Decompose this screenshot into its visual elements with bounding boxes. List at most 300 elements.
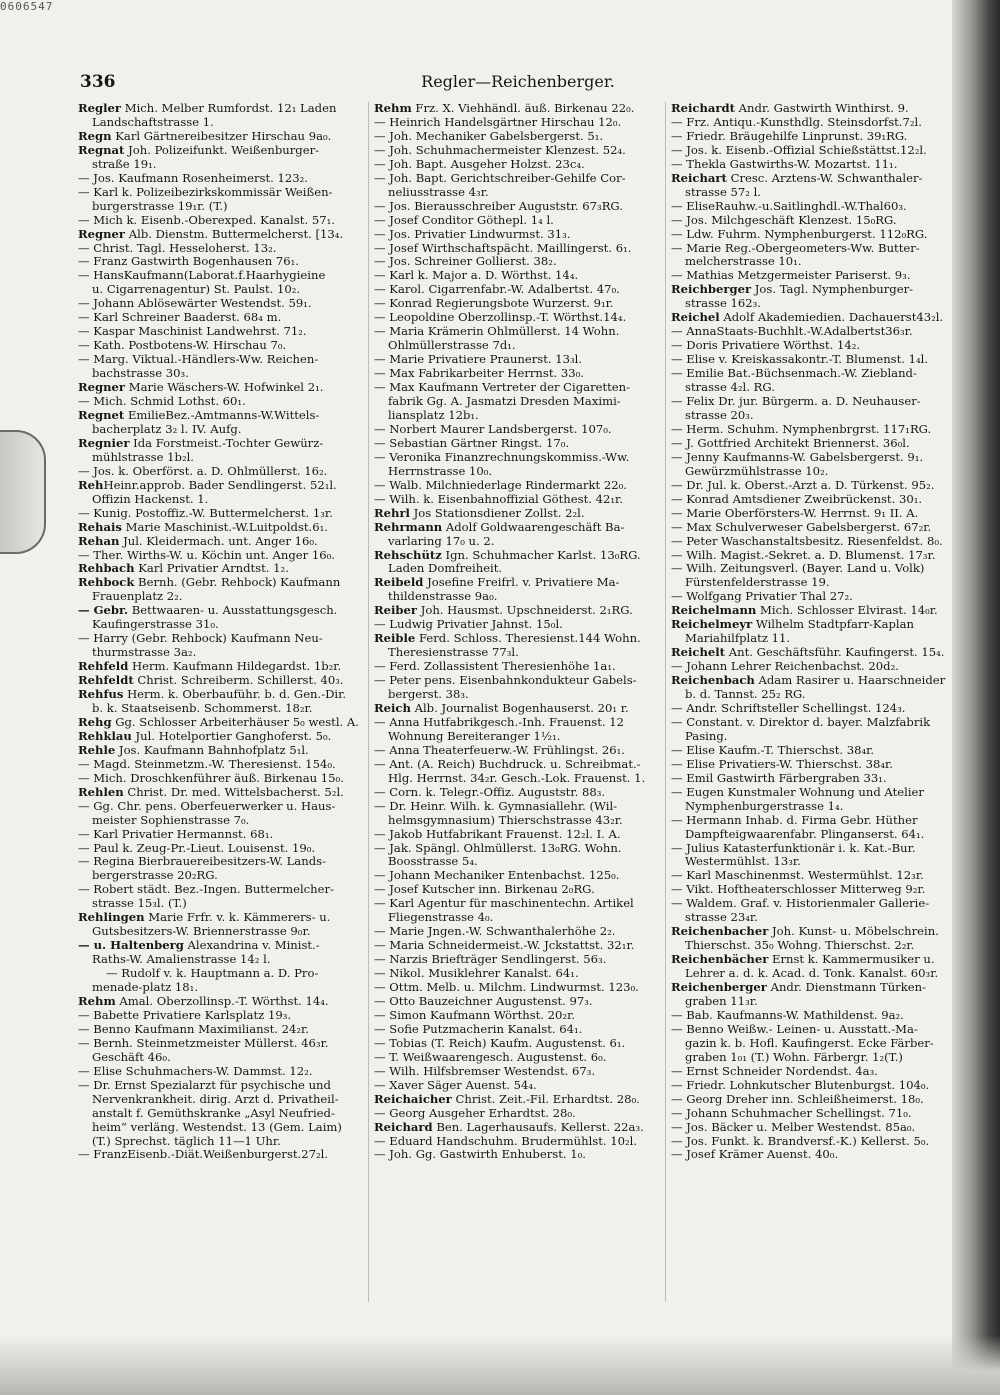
surname: Reh — [78, 478, 104, 492]
surname: Rehm — [78, 995, 116, 1008]
surname-entry — [671, 283, 952, 297]
sub-entry — [671, 758, 952, 772]
running-title: Regler—Reichenberger. — [421, 72, 615, 91]
entry-text: — Karol. Cigarrenfabr.-W. Adalbertst. 47₀. — [374, 283, 620, 297]
surname: Reichberger — [671, 283, 752, 297]
sub-entry — [671, 507, 952, 521]
sub-entry — [374, 925, 659, 939]
entry-continuation — [671, 730, 952, 744]
sub-entry — [78, 339, 362, 353]
entry-text: — Friedr. Bräugehilfe Linprunst. 39₁RG. — [671, 129, 908, 143]
sub-entry — [374, 353, 659, 367]
entry-text: liansplatz 12b₁. — [388, 408, 479, 422]
entry-text: gazin k. b. Hofl. Kaufingerst. Ecke Färber- — [685, 1036, 934, 1050]
entry-text: Ant. Geschäftsführ. Kaufingerst. 15₄. — [725, 646, 945, 660]
entry-text: — J. Gottfried Architekt Briennerst. 36₀l. — [671, 436, 910, 450]
sub-entry — [671, 842, 952, 856]
sub-entry — [671, 521, 952, 535]
sub-entry — [374, 1009, 659, 1023]
entry-text: — Wilh. Zeitungsverl. (Bayer. Land u. Volk) — [671, 562, 925, 576]
entry-continuation — [78, 1135, 362, 1149]
entry-text: Marie Wäschers-W. Hofwinkel 2₁. — [125, 381, 324, 395]
entry-text: — Ludwig Privatier Jahnst. 15₀l. — [374, 618, 563, 632]
entry-text: Raths-W. Amalienstrasse 14₂ l. — [92, 953, 271, 967]
entry-text: — EliseRauhw.-u.Saitlinghdl.-W.Thal60₃. — [671, 199, 907, 213]
entry-text: Ign. Schuhmacher Karlst. 13₀RG. — [441, 548, 641, 562]
entry-continuation — [374, 814, 659, 828]
sub-entry — [374, 479, 659, 493]
entry-text: Dampfteigwaarenfabr. Plinganserst. 64₁. — [685, 827, 925, 841]
entry-continuation — [78, 200, 362, 214]
entry-text: Offizin Hackenst. 1. — [92, 492, 209, 506]
sub-entry — [374, 228, 659, 242]
entry-continuation — [78, 367, 362, 381]
sub-entry — [671, 1079, 952, 1093]
entry-continuation — [374, 911, 659, 925]
entry-text: — Andr. Schriftsteller Schellingst. 124₃. — [671, 701, 906, 715]
entry-text: — Ottm. Melb. u. Milchm. Lindwurmst. 123₀. — [374, 981, 639, 995]
entry-text: — Xaver Säger Auenst. 54₄. — [374, 1078, 537, 1092]
entry-text: — Jos. Kaufmann Rosenheimerst. 123₂. — [78, 171, 308, 185]
entry-continuation — [671, 995, 952, 1009]
sub-entry — [671, 897, 952, 911]
entry-text: — Harry (Gebr. Rehbock) Kaufmann Neu- — [78, 632, 323, 646]
entry-text: — Kaspar Maschinist Landwehrst. 71₂. — [78, 325, 307, 339]
entry-text: — Narzis Briefträger Sendlingerst. 56₃. — [374, 953, 607, 967]
sub-entry — [374, 981, 659, 995]
sub-entry — [374, 967, 659, 981]
entry-text: — Wolfgang Privatier Thal 27₂. — [671, 590, 853, 604]
sub-entry — [671, 716, 952, 730]
entry-continuation — [78, 981, 362, 995]
entry-text: anstalt f. Gemüthskranke „Asyl Neufried- — [92, 1106, 335, 1120]
page-number: 336 — [80, 72, 116, 92]
entry-text: — Veronika Finanzrechnungskommiss.-Ww. — [374, 450, 630, 464]
surname: Rehlen — [78, 785, 124, 799]
entry-text: — Dr. Jul. k. Oberst.-Arzt a. D. Türkenst. 95₂. — [671, 478, 935, 492]
sub-entry — [374, 214, 659, 228]
surname-entry — [78, 535, 362, 549]
sub-entry — [374, 1107, 659, 1121]
surname-entry — [374, 507, 659, 521]
surname-entry — [78, 730, 362, 744]
directory-page — [78, 72, 958, 1302]
sub-entry — [78, 1079, 362, 1093]
surname-entry — [78, 228, 362, 242]
sub-entry — [374, 283, 659, 297]
entry-continuation — [78, 814, 362, 828]
entry-text: Adam Rasirer u. Haarschneider — [754, 674, 946, 688]
entry-continuation — [374, 590, 659, 604]
entry-text: — Karl Maschinenmst. Westermühlst. 12₃r. — [671, 869, 924, 883]
entry-text: — Sofie Putzmacherin Kanalst. 64₁. — [374, 1022, 583, 1036]
entry-text: — Joh. Gg. Gastwirth Enhuberst. 1₀. — [374, 1148, 586, 1162]
sub-entry — [78, 883, 362, 897]
entry-text: thurmstrasse 3a₂. — [92, 646, 197, 660]
surname: Reible — [374, 632, 416, 646]
entry-continuation — [671, 828, 952, 842]
surname: Rehfeldt — [78, 674, 134, 688]
entry-text: — Jak. Spängl. Ohlmüllerst. 13₀RG. Wohn. — [374, 841, 622, 855]
entry-text: — Thekla Gastwirths-W. Mozartst. 11₁. — [671, 157, 898, 171]
surname-entry — [374, 632, 659, 646]
entry-text: helmsgymnasium) Thierschstrasse 43₂r. — [388, 813, 623, 827]
sub-entry — [78, 255, 362, 269]
entry-continuation — [78, 925, 362, 939]
entry-text: Mich. Schlosser Elvirast. 14₀r. — [756, 604, 938, 618]
entry-text: — Peter pens. Eisenbahnkondukteur Gabels- — [374, 674, 637, 688]
sub-entry — [374, 325, 659, 339]
entry-text: bachstrasse 30₃. — [92, 367, 189, 381]
entry-continuation — [78, 869, 362, 883]
surname: Reiber — [374, 604, 418, 618]
entry-text: Josefine Freifrl. v. Privatiere Ma- — [423, 576, 620, 590]
entry-text: Ohlmüllerstrasse 7d₁. — [388, 339, 516, 353]
entry-text: strasse 57₂ l. — [685, 185, 761, 199]
sub-entry — [671, 549, 952, 563]
surname: Reichenbächer — [671, 953, 769, 967]
entry-text: Boosstrasse 5₄. — [388, 855, 478, 869]
surname: Regler — [78, 102, 122, 115]
entry-continuation — [671, 255, 952, 269]
entry-text: Karl Gärtnereibesitzer Hirschau 9a₀. — [111, 129, 332, 143]
entry-text: — Waldem. Graf. v. Historienmaler Gallerie- — [671, 897, 930, 911]
sub-entry — [671, 1135, 952, 1149]
entry-text: Gg. Schlosser Arbeiterhäuser 5₀ westl. A. — [111, 715, 359, 729]
sub-entry — [374, 242, 659, 256]
sub-entry — [374, 897, 659, 911]
sub-entry — [671, 200, 952, 214]
surname-entry — [671, 604, 952, 618]
surname: Rehfeld — [78, 660, 129, 674]
entry-text: — Georg Ausgeher Erhardtst. 28₀. — [374, 1106, 576, 1120]
entry-text: Thierschst. 35₀ Wohng. Thierschst. 2₂r. — [685, 939, 915, 953]
entry-text: — Josef Conditor Göthepl. 1₄ l. — [374, 213, 554, 227]
entry-continuation — [374, 186, 659, 200]
surname: Regnet — [78, 408, 125, 422]
entry-text: Fliegenstrasse 4₀. — [388, 911, 494, 925]
surname-entry — [374, 1093, 659, 1107]
entry-text: mühlstrasse 1b₂l. — [92, 450, 194, 464]
entry-text: — Doris Privatiere Wörthst. 14₂. — [671, 339, 861, 353]
entry-text: — Bab. Kaufmanns-W. Mathildenst. 9a₂. — [671, 1008, 904, 1022]
entry-continuation — [374, 772, 659, 786]
column-1 — [78, 102, 368, 1302]
sub-entry — [374, 1079, 659, 1093]
sub-entry — [374, 1051, 659, 1065]
sub-entry — [78, 297, 362, 311]
entry-text: — Simon Kaufmann Wörthst. 20₂r. — [374, 1008, 576, 1022]
sub-entry — [78, 800, 362, 814]
surname-entry — [374, 604, 659, 618]
surname: Reichart — [671, 171, 727, 185]
sub-entry — [671, 1121, 952, 1135]
sub-entry — [374, 842, 659, 856]
entry-text: Theresienstrasse 77₃l. — [388, 646, 519, 660]
entry-text: — Benno Kaufmann Maximilianst. 24₂r. — [78, 1022, 309, 1036]
entry-text: Amal. Oberzollinsp.-T. Wörthst. 14₄. — [115, 995, 329, 1008]
entry-text: Cresc. Arztens-W. Schwanthaler- — [726, 171, 923, 185]
entry-text: — Bernh. Steinmetzmeister Müllerst. 46₃r. — [78, 1036, 329, 1050]
surname: Rehlingen — [78, 911, 145, 925]
entry-text: — Karl Agentur für maschinentechn. Artikel — [374, 897, 634, 911]
sub-entry — [374, 883, 659, 897]
sub-entry — [78, 1037, 362, 1051]
sub-entry — [374, 828, 659, 842]
sub-entry — [374, 200, 659, 214]
entry-continuation — [671, 967, 952, 981]
entry-text: Joh. Kunst- u. Möbelschrein. — [768, 925, 939, 939]
surname: Reichenbach — [671, 674, 755, 688]
entry-text: (T.) Sprechst. täglich 11—1 Uhr. — [92, 1134, 281, 1148]
entry-text: Westermühlst. 13₃r. — [685, 855, 801, 869]
sub-entry — [374, 716, 659, 730]
entry-text: — Constant. v. Direktor d. bayer. Malzfabrik — [671, 715, 931, 729]
sub-entry — [671, 116, 952, 130]
entry-continuation — [671, 297, 952, 311]
entry-text: — Karl Schreiner Baaderst. 68₄ m. — [78, 311, 282, 325]
surname-entry — [78, 144, 362, 158]
surname: Reichel — [671, 311, 720, 325]
entry-text: Wilhelm Stadtpfarr-Kaplan — [752, 618, 915, 632]
sub-entry — [671, 339, 952, 353]
entry-text: EmilieBez.-Amtmanns-W.Wittels- — [124, 408, 320, 422]
sub-entry — [374, 939, 659, 953]
entry-text: — Maria Krämerin Ohlmüllerst. 14 Wohn. — [374, 325, 620, 339]
surname-entry — [78, 995, 362, 1009]
sub-entry — [374, 172, 659, 186]
entry-text: — Eduard Handschuhm. Brudermühlst. 10₂l. — [374, 1134, 638, 1148]
surname-entry — [671, 172, 952, 186]
sub-entry — [671, 228, 952, 242]
entry-text: — Magd. Steinmetzm.-W. Theresienst. 154₀. — [78, 757, 336, 771]
entry-text: Ernst k. Kammermusiker u. — [768, 953, 935, 967]
sub-entry — [374, 144, 659, 158]
entry-text: — Konrad Regierungsbote Wurzerst. 9₁r. — [374, 297, 614, 311]
surname-entry — [78, 939, 362, 953]
sub-entry — [671, 535, 952, 549]
entry-text: — Benno Weißw.- Leinen- u. Ausstatt.-Ma- — [671, 1022, 918, 1036]
entry-text: varlaring 17₀ u. 2. — [388, 534, 495, 548]
surname: Reichelmann — [671, 604, 757, 618]
surname: Rehfus — [78, 688, 124, 702]
entry-text: — Nikol. Musiklehrer Kanalst. 64₁. — [374, 967, 579, 981]
sub-entry — [671, 1009, 952, 1023]
sub-entry — [374, 269, 659, 283]
sub-entry — [671, 325, 952, 339]
sub-entry — [671, 1023, 952, 1037]
sub-entry — [671, 814, 952, 828]
sub-entry — [671, 130, 952, 144]
directory-columns — [78, 102, 958, 1302]
entry-text: — Eugen Kunstmaler Wohnung und Atelier — [671, 785, 924, 799]
entry-text: — Josef Kutscher inn. Birkenau 2₀RG. — [374, 883, 595, 897]
scan-page-edge — [952, 0, 1000, 1395]
sub-entry — [671, 562, 952, 576]
entry-text: — Sebastian Gärtner Ringst. 17₀. — [374, 436, 570, 450]
entry-text: graben 11₃r. — [685, 995, 758, 1008]
entry-text: — Joh. Bapt. Gerichtschreiber-Gehilfe Cor- — [374, 171, 626, 185]
scan-bottom-shadow — [0, 1335, 1000, 1395]
surname: Reichaicher — [374, 1092, 452, 1106]
entry-text: — Rudolf v. k. Hauptmann a. D. Pro- — [106, 967, 319, 981]
entry-text: — Kath. Postbotens-W. Hirschau 7₀. — [78, 339, 287, 353]
surname: — u. Haltenberg — [78, 939, 184, 953]
surname-entry — [374, 521, 659, 535]
surname-entry — [78, 381, 362, 395]
entry-continuation — [671, 800, 952, 814]
surname: Rehm — [374, 102, 412, 115]
entry-continuation — [374, 646, 659, 660]
entry-text: — Ferd. Zollassistent Theresienhöhe 1a₁. — [374, 660, 616, 674]
surname-entry — [78, 576, 362, 590]
entry-text: — Marie Jngen.-W. Schwanthalerhöhe 2₂. — [374, 925, 616, 939]
entry-text: — Anna Hutfabrikgesch.-Inh. Frauenst. 12 — [374, 715, 625, 729]
entry-text: — Jos. k. Oberförst. a. D. Ohlmüllerst. 16₂. — [78, 464, 328, 478]
entry-continuation — [374, 395, 659, 409]
surname: Rehklau — [78, 729, 132, 743]
entry-text: Karl Privatier Arndtst. 1₂. — [134, 562, 289, 576]
sub-entry — [78, 772, 362, 786]
entry-text: Andr. Dienstmann Türken- — [766, 981, 926, 995]
surname: Reichardt — [671, 102, 735, 115]
surname: Reich — [374, 701, 411, 715]
entry-text: u. Cigarrenagentur) St. Paulst. 10₂. — [92, 283, 301, 297]
surname-entry — [78, 130, 362, 144]
entry-text: — Jos. Privatier Lindwurmst. 31₃. — [374, 227, 571, 241]
sub-entry — [374, 1023, 659, 1037]
sub-entry — [78, 855, 362, 869]
entry-text: — Marie Reg.-Obergeometers-Ww. Butter- — [671, 241, 920, 255]
surname: Rehle — [78, 743, 116, 757]
entry-text: menade-platz 18₁. — [92, 981, 199, 995]
sub-entry — [78, 1148, 362, 1162]
surname-entry — [78, 409, 362, 423]
sub-entry — [78, 186, 362, 200]
scan-stamp: 0606547 — [0, 0, 54, 13]
entry-text: — Hermann Inhab. d. Firma Gebr. Hüther — [671, 813, 918, 827]
entry-continuation — [671, 855, 952, 869]
entry-continuation — [78, 283, 362, 297]
sub-entry — [78, 269, 362, 283]
surname: Rehg — [78, 715, 112, 729]
entry-continuation — [78, 493, 362, 507]
entry-text: meister Sophienstrasse 7₀. — [92, 813, 250, 827]
entry-text: — Paul k. Zeug-Pr.-Lieut. Louisenst. 19₀. — [78, 841, 316, 855]
entry-text: — Frz. Antiqu.-Kunsthdlg. Steinsdorfst.7₂l. — [671, 115, 922, 129]
entry-text: — Jos. Funkt. k. Brandversf.-K.) Kellerst. 5₀. — [671, 1134, 930, 1148]
surname: Reichenberger — [671, 981, 767, 995]
entry-continuation — [78, 1121, 362, 1135]
entry-text: heim“ verläng. Westendst. 13 (Gem. Laim) — [92, 1120, 342, 1134]
surname: Regn — [78, 129, 112, 143]
sub-entry — [374, 953, 659, 967]
sub-entry — [671, 744, 952, 758]
entry-text: — Herm. Schuhm. Nymphenbrgrst. 117₁RG. — [671, 422, 932, 436]
entry-text: — Emilie Bat.-Büchsenmach.-W. Ziebland- — [671, 367, 917, 381]
surname-entry — [78, 744, 362, 758]
surname: Regnier — [78, 436, 130, 450]
entry-text: Jos Stationsdiener Zollst. 2₂l. — [409, 506, 585, 520]
sub-entry — [374, 423, 659, 437]
sub-entry — [78, 242, 362, 256]
sub-entry — [374, 786, 659, 800]
entry-text: — Franz Gastwirth Bogenhausen 76₁. — [78, 255, 299, 269]
entry-continuation — [78, 646, 362, 660]
sub-entry — [671, 353, 952, 367]
entry-text: — Kunig. Postoffiz.-W. Buttermelcherst. 1₃r. — [78, 506, 333, 520]
entry-text: — Konrad Amtsdiener Zweibrückenst. 30₁. — [671, 492, 923, 506]
sub-entry — [374, 1135, 659, 1149]
entry-text: Christ. Schreiberm. Schillerst. 40₃. — [133, 674, 344, 688]
sub-entry — [374, 674, 659, 688]
entry-text: Ferd. Schloss. Theresienst.144 Wohn. — [415, 632, 641, 646]
entry-text: — Marie Privatiere Praunerst. 13₃l. — [374, 353, 583, 367]
entry-text: — Maria Schneidermeist.-W. Jckstattst. 32₁r. — [374, 939, 635, 953]
sub-entry — [374, 158, 659, 172]
entry-continuation — [374, 562, 659, 576]
entry-text: bacherplatz 3₂ l. IV. Aufg. — [92, 422, 242, 436]
sub-entry — [374, 116, 659, 130]
sub-entry — [671, 590, 952, 604]
entry-text: Kaufingerstrasse 31₀. — [92, 618, 219, 632]
sub-entry — [671, 479, 952, 493]
sub-entry — [374, 1148, 659, 1162]
entry-text: — Elise v. Kreiskassakontr.-T. Blumenst. 1₄l. — [671, 353, 929, 367]
sub-entry — [78, 967, 362, 981]
entry-text: — Mathias Metzgermeister Pariserst. 9₃. — [671, 269, 911, 283]
entry-continuation — [78, 702, 362, 716]
entry-text: — Max Schulverweser Gabelsbergerst. 67₂r. — [671, 520, 932, 534]
surname: Reibeld — [374, 576, 424, 590]
surname-entry — [671, 674, 952, 688]
entry-text: — Ernst Schneider Nordendst. 4a₃. — [671, 1064, 878, 1078]
surname-entry — [671, 311, 952, 325]
entry-text: Alexandrina v. Minist.- — [183, 939, 320, 953]
sub-entry — [374, 995, 659, 1009]
sub-entry — [374, 255, 659, 269]
entry-text: strasse 15₃l. (T.) — [92, 897, 187, 911]
sub-entry — [374, 493, 659, 507]
entry-continuation — [671, 632, 952, 646]
entry-text: — Ant. (A. Reich) Buchdruck. u. Schreibmat.- — [374, 757, 641, 771]
surname: Reichelmeyr — [671, 618, 753, 632]
entry-text: — Karl k. Polizeibezirkskommissär Weißen- — [78, 185, 333, 199]
entry-text: — Christ. Tagl. Hesseloherst. 13₂. — [78, 241, 277, 255]
entry-text: strasse 4₂l. RG. — [685, 381, 775, 395]
entry-text: Joh. Polizeifunkt. Weißenburger- — [124, 143, 320, 157]
entry-text: Herrnstrasse 10₀. — [388, 464, 493, 478]
sub-entry — [671, 772, 952, 786]
entry-continuation — [671, 465, 952, 479]
entry-continuation — [374, 730, 659, 744]
entry-text: Frz. X. Viehhändl. äuß. Birkenau 22₀. — [411, 102, 635, 115]
entry-text: — Vikt. Hoftheaterschlosser Mitterweg 9₂r. — [671, 883, 926, 897]
entry-text: — Joh. Bapt. Ausgeher Holzst. 23c₄. — [374, 157, 585, 171]
entry-text: — Jos. Bierausschreiber Auguststr. 67₃RG. — [374, 199, 623, 213]
entry-text: — Gg. Chr. pens. Oberfeuerwerker u. Haus- — [78, 799, 336, 813]
sub-entry — [374, 869, 659, 883]
entry-text: — Dr. Ernst Spezialarzt für psychische und — [78, 1078, 331, 1092]
column-3 — [665, 102, 958, 1302]
entry-continuation — [374, 465, 659, 479]
entry-text: — Julius Katasterfunktionär i. k. Kat.-Bur. — [671, 841, 916, 855]
surname: Rehrl — [374, 506, 410, 520]
sub-entry — [78, 325, 362, 339]
sub-entry — [374, 297, 659, 311]
entry-text: — Tobias (T. Reich) Kaufm. Augustenst. 6₁. — [374, 1036, 626, 1050]
entry-text: Frauenplatz 2₂. — [92, 590, 183, 604]
